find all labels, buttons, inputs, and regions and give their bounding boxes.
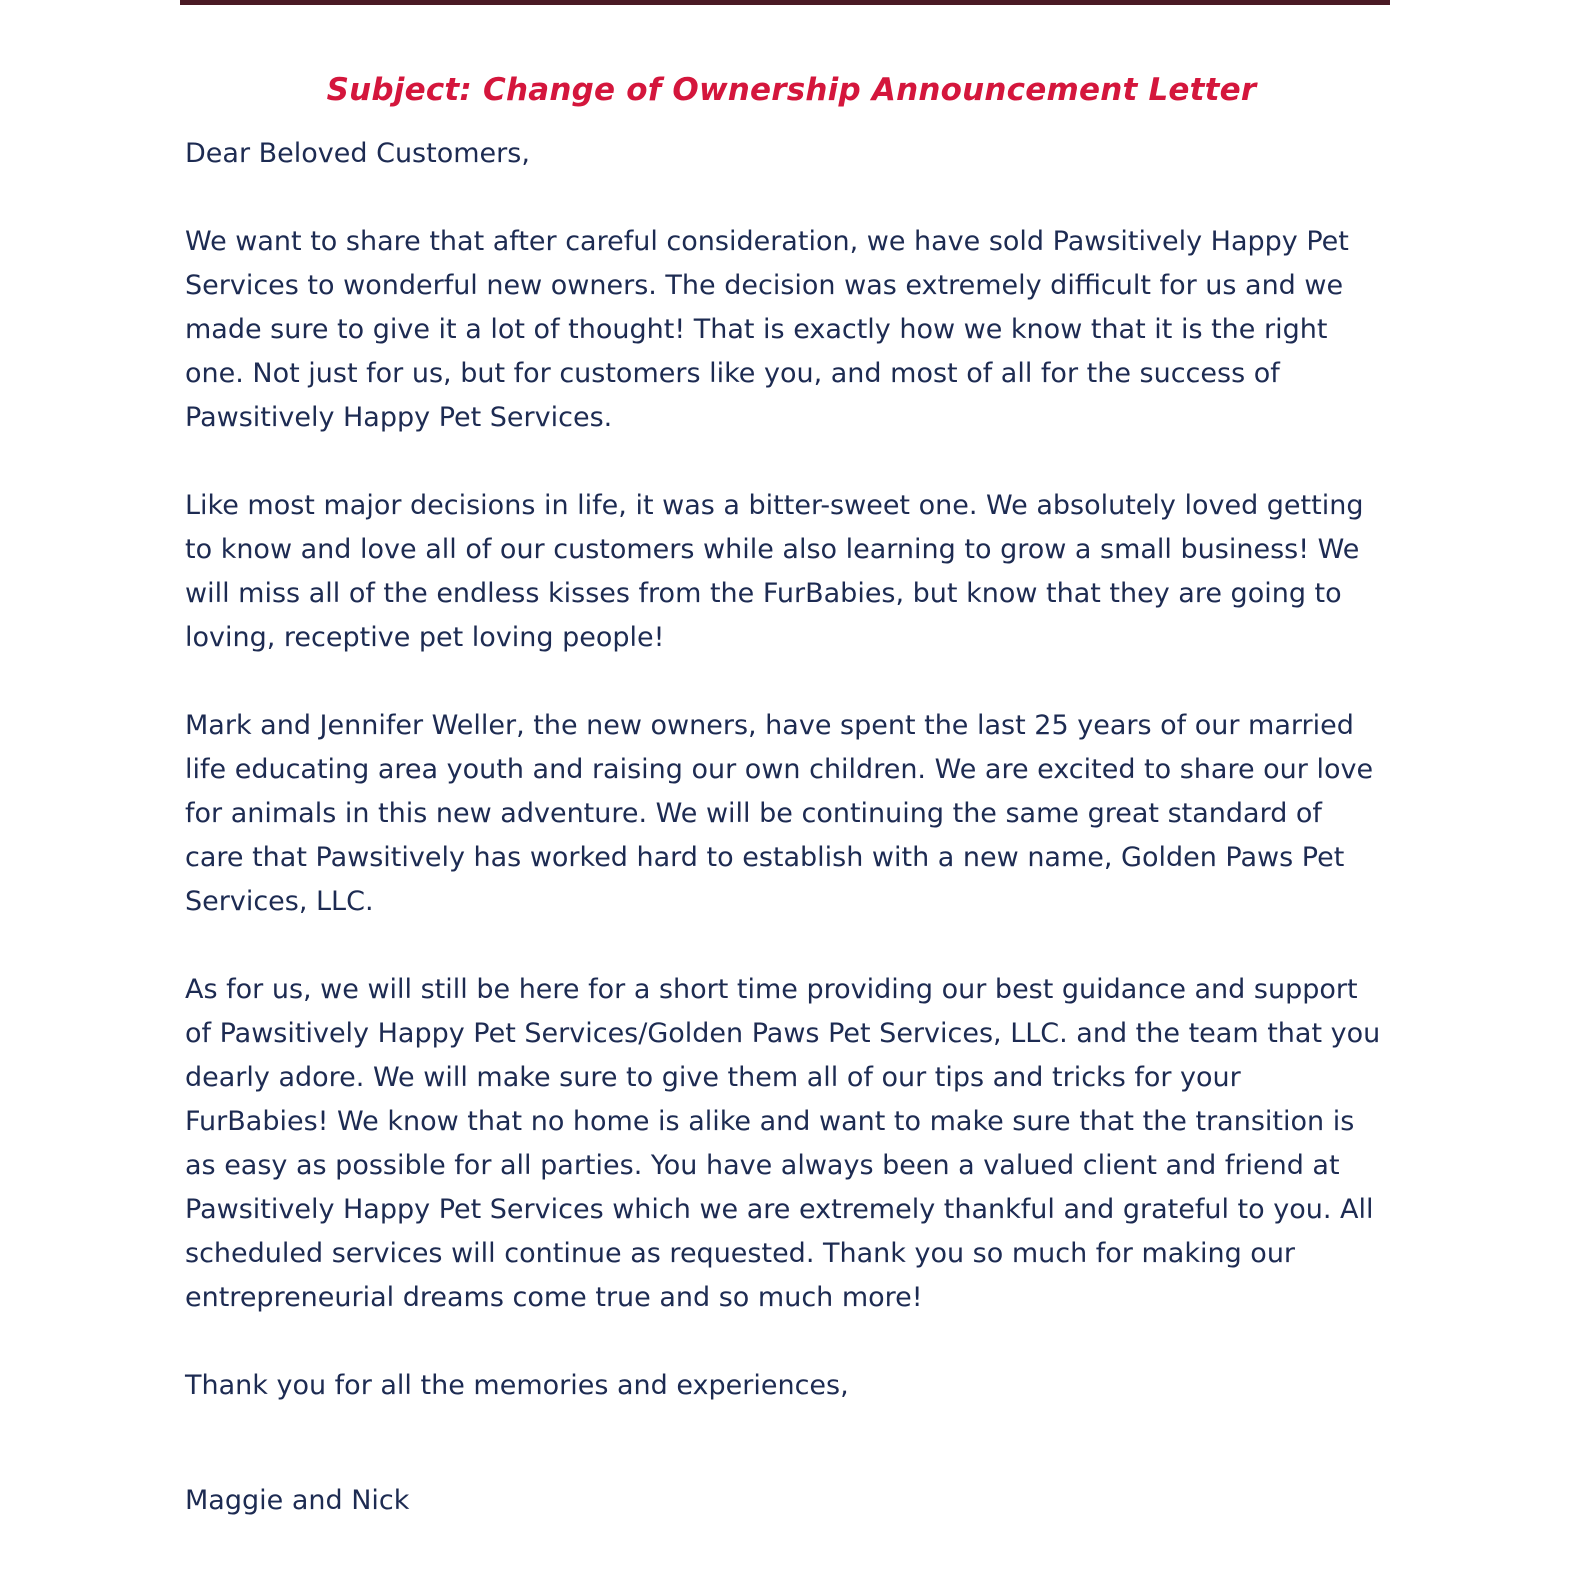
paragraph-bitter-sweet: Like most major decisions in life, it was a bitter-sweet one. We absolutely loved getting to know and love all of our customers while also learning to grow a small business! We will miss all of the endless kisses from the FurBabies, but know that they are going to loving, receptive pet loving people!	[185, 490, 1364, 653]
paragraph-new-owners: Mark and Jennifer Weller, the new owners, have spent the last 25 years of our married life educating area youth and raising our own children. We are excited to share our love for animals in this new adventure. We will be continuing the same great standard of care that Pawsitively has worked hard to establish with a new name, Golden Paws Pet Services, LLC.	[185, 710, 1374, 917]
closing-line: Thank you for all the memories and experiences,	[185, 1370, 849, 1401]
top-rule	[180, 0, 1390, 5]
paragraph-transition: As for us, we will still be here for a short time providing our best guidance and support of Pawsitively Happy Pet Services/Golden Paws Pet Services, LLC. and the team that you dearly adore. We will make sure to give them all of our tips and tricks for your FurBabies! We know that no home is alike and want to make sure that the transition is as easy as possible for all parties. You have always been a valued client and friend at Pawsitively Happy Pet Services which we are extremely thankful and grateful to you. All scheduled services will continue as requested. Thank you so much for making our entrepreneurial dreams come true and so much more!	[185, 974, 1381, 1313]
paragraph-sale-announcement: We want to share that after careful consideration, we have sold Pawsitively Happy Pet Services to wonderful new owners. The decision was extremely difficult for us and we made sure to give it a lot of thought! That is exactly how we know that it is the right one. Not just for us, but for customers like you, and most of all for the success of Pawsitively Happy Pet Services.	[185, 226, 1349, 433]
letter-subject: Subject: Change of Ownership Announcement Letter	[326, 72, 1257, 108]
salutation: Dear Beloved Customers,	[185, 138, 530, 169]
letter-body	[185, 132, 1385, 1523]
signature: Maggie and Nick	[185, 1485, 410, 1516]
